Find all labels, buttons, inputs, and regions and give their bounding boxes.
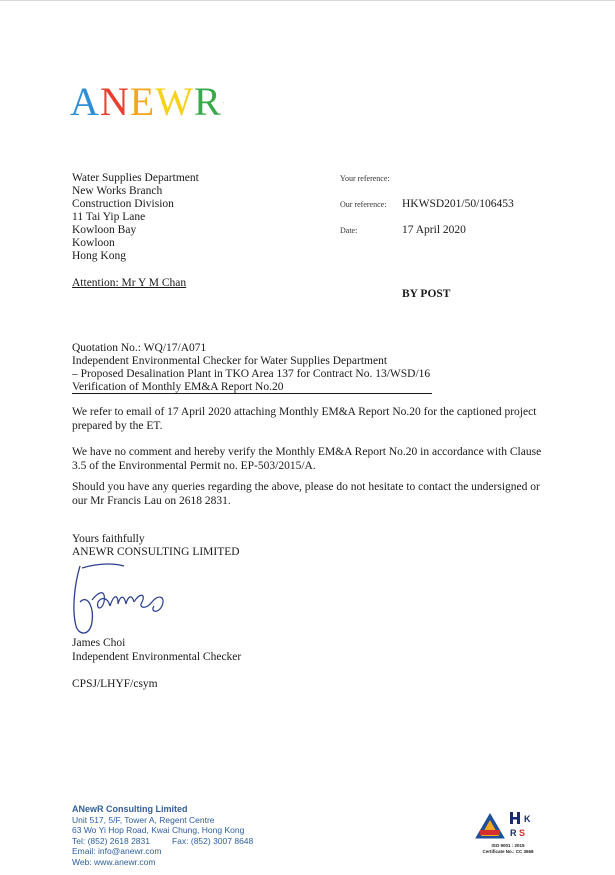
delivery-method: BY POST (402, 288, 451, 300)
subject-block (72, 342, 430, 394)
page-top-rule (0, 0, 615, 1)
company-name: ANEWR CONSULTING LIMITED (72, 546, 240, 558)
footer-email: Email: info@anewr.com (72, 846, 162, 856)
address-line: 11 Tai Yip Lane (72, 211, 146, 223)
subject-line: Quotation No.: WQ/17/A071 (72, 342, 207, 354)
certification-text (468, 843, 548, 855)
our-reference-value: HKWSD201/50/106453 (402, 198, 514, 210)
address-line: Construction Division (72, 198, 174, 210)
footer-address-1: Unit 517, 5/F, Tower A, Regent Centre (72, 814, 215, 825)
recipient-address (72, 172, 199, 263)
svg-text:R: R (510, 828, 517, 838)
date-label: Date: (340, 226, 358, 235)
salutation: Yours faithfully (72, 533, 145, 545)
signer-block (72, 637, 241, 664)
date-value: 17 April 2020 (402, 224, 466, 236)
subject-line: – Proposed Desalination Plant in TKO Area 137 for Contract No. 13/WSD/16 (72, 368, 431, 380)
signature-image (62, 556, 182, 646)
reference-code: CPSJ/LHYF/csym (72, 678, 158, 690)
footer-fax: Fax: (852) 3007 8648 (171, 835, 254, 846)
iso-line: ISO 9001 : 2015 (491, 843, 525, 848)
body-paragraph-2: We have no comment and hereby verify the Monthly EM&A Report No.20 in accordance with Clause 3.5 of the Environmental Permit no. EP-503/2015/A. (72, 446, 542, 472)
address-line: Hong Kong (72, 250, 126, 262)
logo-letter-r: R (193, 79, 222, 124)
body-paragraph-3: Should you have any queries regarding the above, please do not hesitate to contact the undersigned or our Mr Francis Lau on 2618 2831. (72, 481, 540, 507)
address-line: New Works Branch (72, 185, 163, 197)
signer-title: Independent Environmental Checker (72, 650, 242, 663)
attention-line: Attention: Mr Y M Chan (72, 277, 187, 289)
body-paragraph-1: We refer to email of 17 April 2020 attaching Monthly EM&A Report No.20 for the captioned project prepared by the ET. (72, 406, 537, 432)
subject-line: Independent Environmental Checker for Water Supplies Department (72, 355, 388, 367)
svg-text:S: S (519, 828, 526, 838)
address-line: Kowloon (72, 237, 115, 249)
svg-text:K: K (524, 814, 531, 824)
subject-underline (72, 393, 432, 394)
signer-name: James Choi (72, 637, 126, 649)
anewr-logo (70, 79, 226, 124)
logo-letter-a: A (70, 79, 100, 124)
logo-letter-w: W (155, 79, 194, 124)
footer-web: Web: www.anewr.com (72, 856, 156, 867)
address-line: Water Supplies Department (72, 172, 199, 184)
your-reference-label: Your reference: (340, 174, 390, 183)
footer-company: ANewR Consulting Limited (72, 804, 188, 814)
certificate-number: Certificate No.: CC 3668 (482, 849, 534, 854)
logo-trademark: . (222, 99, 226, 105)
logo-letter-e: E (129, 79, 156, 124)
footer-address-2: 63 Wo Yi Hop Road, Kwai Chung, Hong Kong (72, 825, 245, 835)
address-line: Kowloon Bay (72, 224, 137, 236)
footer-tel: Tel: (852) 2618 2831 (72, 835, 150, 846)
subject-line: Verification of Monthly EM&A Report No.20 (72, 381, 284, 393)
our-reference-label: Our reference: (340, 200, 387, 209)
logo-letter-n: N (99, 79, 130, 124)
footer-contact (72, 804, 253, 867)
